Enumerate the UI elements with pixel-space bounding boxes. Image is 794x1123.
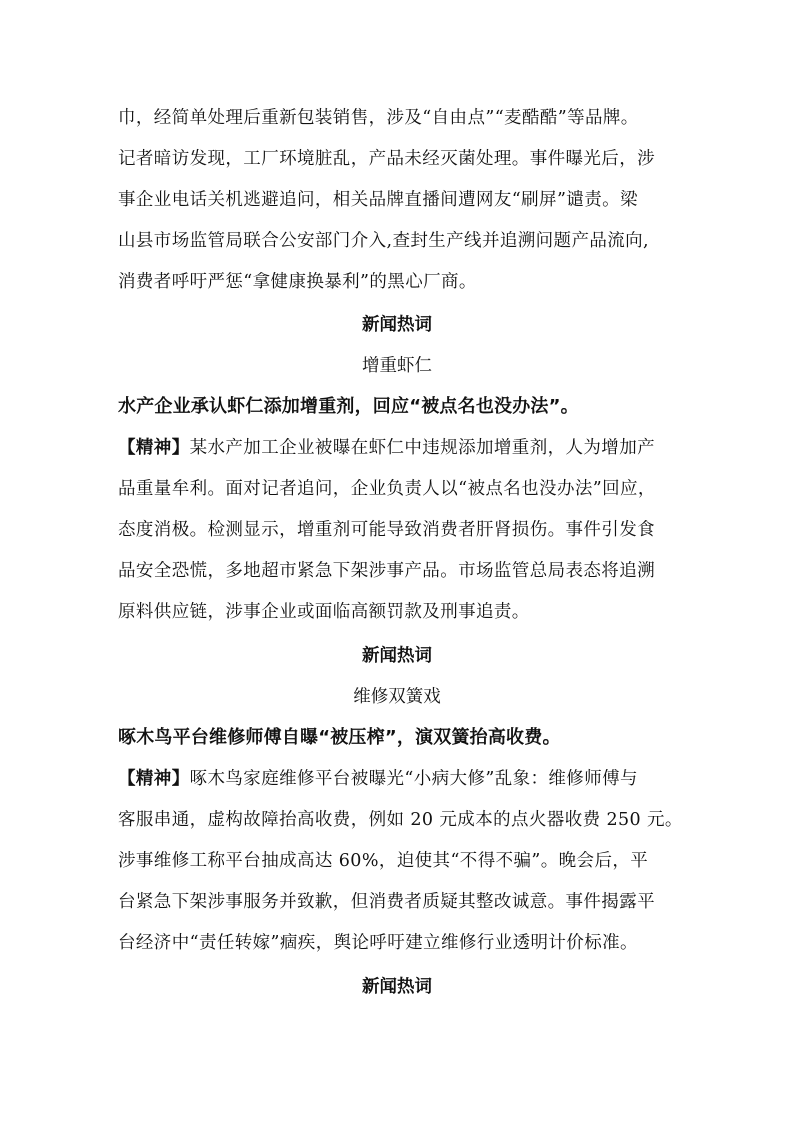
paragraph-line: 山县市场监管局联合公安部门介入,查封生产线并追溯问题产品流向, <box>118 231 650 251</box>
paragraph-line: 事企业电话关机逃避追问，相关品牌直播间遭网友“刷屏”谴责。梁 <box>118 190 638 210</box>
section-tag: 【精神】 <box>118 438 190 458</box>
section-headline: 水产企业承认虾仁添加增重剂，回应“被点名也没办法”。 <box>118 396 579 417</box>
section-keyword: 维修双簧戏 <box>353 687 441 707</box>
paragraph-line: 消费者呼吁严惩“拿健康换暴利”的黑心厂商。 <box>118 272 477 292</box>
paragraph-line: 品安全恐慌，多地超市紧急下架涉事产品。市场监管总局表态将追溯 <box>118 561 655 581</box>
paragraph-line: 涉事维修工称平台抽成高达 60%，迫使其“不得不骗”。晚会后，平 <box>118 851 649 871</box>
paragraph-text: 啄木鸟家庭维修平台被曝光“小病大修”乱象：维修师傅与 <box>189 769 638 789</box>
paragraph-line: 台紧急下架涉事服务并致歉，但消费者质疑其整改诚意。事件揭露平 <box>118 892 655 912</box>
paragraph-line: 原料供应链，涉事企业或面临高额罚款及刑事追责。 <box>118 602 530 622</box>
section-category: 新闻热词 <box>362 315 432 335</box>
paragraph-line: 客服串通，虚构故障抬高收费，例如 20 元成本的点火器收费 250 元。 <box>118 810 683 830</box>
paragraph-line: 记者暗访发现，工厂环境脏乱，产品未经灭菌处理。事件曝光后，涉 <box>118 149 655 169</box>
paragraph-text: 某水产加工企业被曝在虾仁中违规添加增重剂，人为增加产 <box>189 438 656 458</box>
section-keyword: 增重虾仁 <box>362 356 432 376</box>
paragraph-line: 台经济中“责任转嫁”痼疾，舆论呼吁建立维修行业透明计价标准。 <box>118 933 638 953</box>
section-headline: 啄木鸟平台维修师傅自曝“被压榨”，演双簧抬高收费。 <box>118 727 561 748</box>
paragraph-line <box>118 767 698 791</box>
section-category: 新闻热词 <box>362 646 432 666</box>
section-tag: 【精神】 <box>118 769 190 789</box>
paragraph-line: 态度消极。检测显示，增重剂可能导致消费者肝肾损伤。事件引发食 <box>118 520 655 540</box>
section-category: 新闻热词 <box>362 977 432 997</box>
paragraph-line <box>118 436 698 460</box>
paragraph-line: 品重量牟利。面对记者追问，企业负责人以“被点名也没办法”回应， <box>118 479 656 499</box>
paragraph-line: 巾，经简单处理后重新包装销售，涉及“自由点”“麦酷酷”等品牌。 <box>118 108 639 128</box>
